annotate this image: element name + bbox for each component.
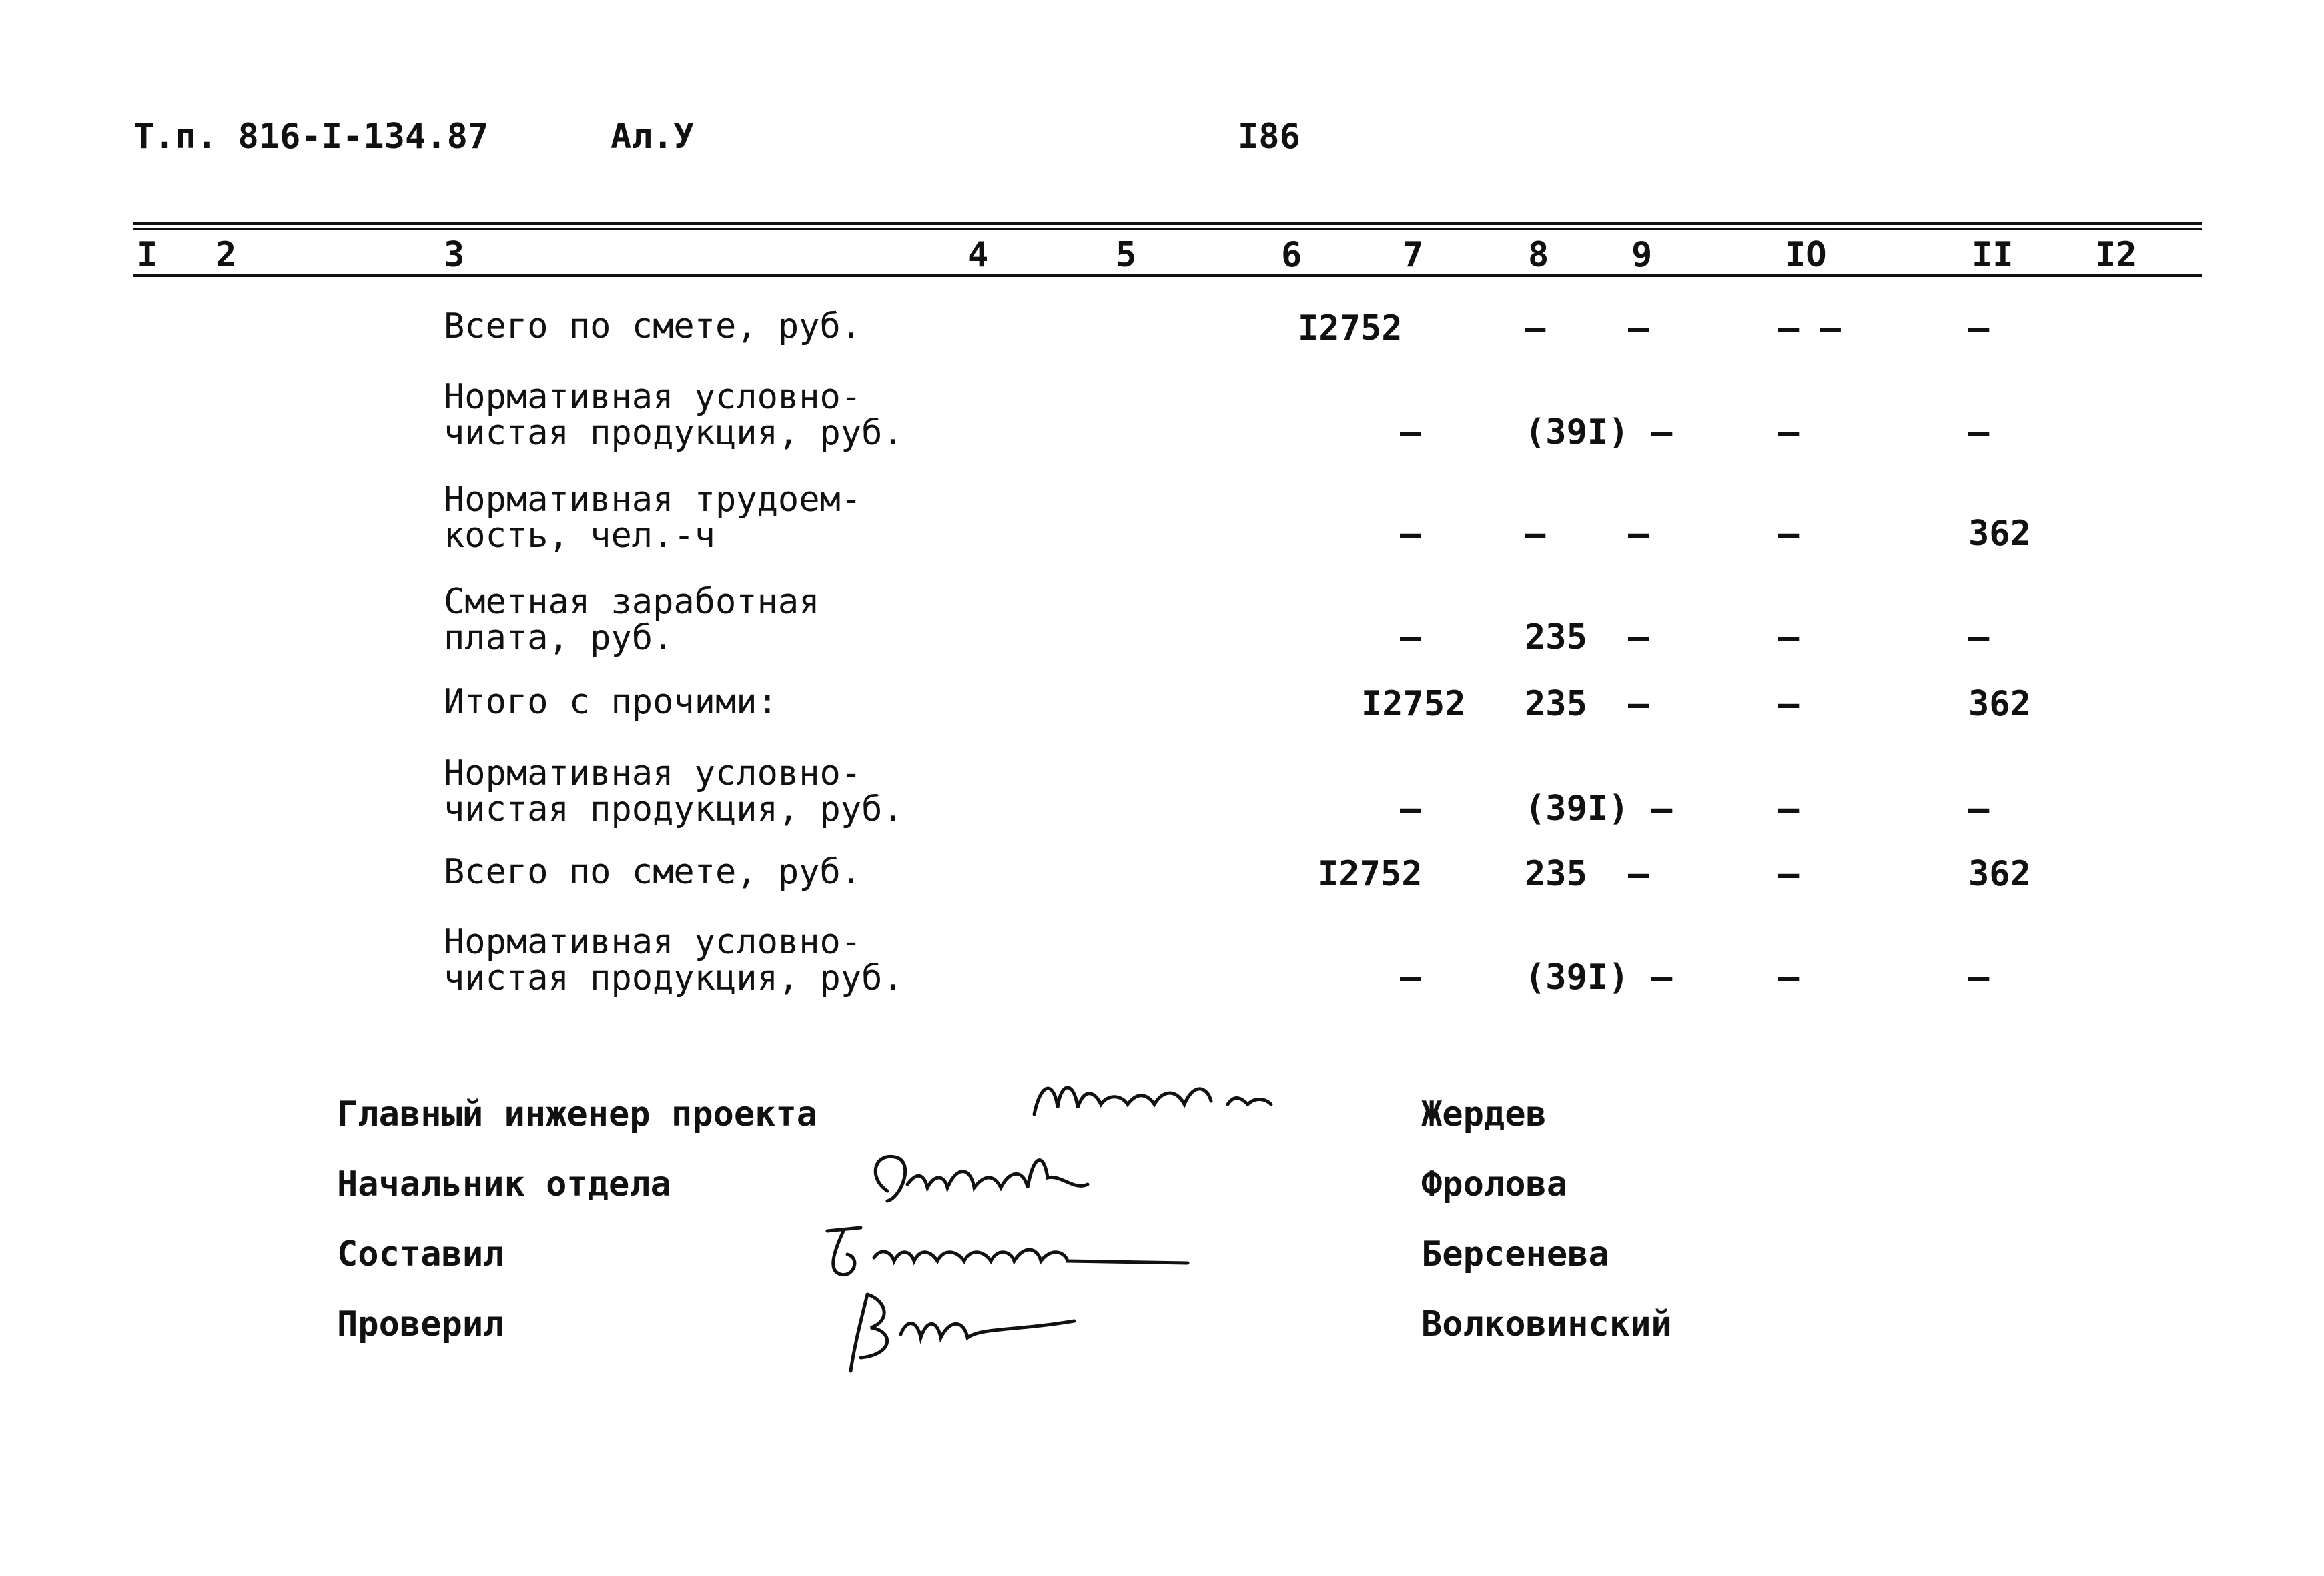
cell-col8: 235 (1525, 854, 1587, 894)
cell-col10: – (1778, 412, 1800, 452)
column-number-11: II (1972, 235, 2014, 275)
cell-col9: – (1651, 412, 1673, 452)
album-label: Ал.У (611, 117, 695, 157)
cell-col10: – (1778, 957, 1800, 998)
cell-col9: – (1628, 308, 1649, 348)
cell-col10: – – (1778, 308, 1841, 348)
column-number-5: 5 (1116, 235, 1137, 275)
cell-col8: (39I) (1525, 789, 1629, 829)
column-number-12: I2 (2095, 235, 2137, 275)
signature-role: Главный инженер проекта (337, 1094, 818, 1134)
cell-col7: I2752 (1318, 854, 1423, 894)
cell-col7: – (1400, 617, 1421, 657)
cell-col9: – (1628, 514, 1649, 554)
row-label: Всего по смете, руб. (444, 306, 862, 346)
cell-col8: (39I) (1525, 412, 1629, 452)
page-number: I86 (1238, 117, 1300, 157)
cell-col11: 362 (1968, 684, 2031, 724)
handwritten-signature (841, 1281, 1121, 1381)
cell-col10: – (1778, 514, 1800, 554)
cell-col9: – (1651, 789, 1673, 829)
column-number-2: 2 (216, 235, 237, 275)
cell-col8: 235 (1525, 617, 1587, 657)
column-number-8: 8 (1528, 235, 1549, 275)
cell-col11: – (1968, 789, 1990, 829)
cell-col8: 235 (1525, 684, 1587, 724)
cell-col10: – (1778, 789, 1800, 829)
column-number-9: 9 (1631, 235, 1653, 275)
column-number-10: IO (1785, 235, 1827, 275)
cell-col9: – (1628, 854, 1649, 894)
table-top-rule-secondary (133, 228, 2202, 230)
column-number-4: 4 (967, 235, 989, 275)
signature-name: Берсенева (1421, 1234, 1609, 1274)
signature-name: Жердев (1421, 1094, 1547, 1134)
cell-col7: I2752 (1298, 308, 1403, 348)
column-number-1: I (137, 235, 158, 275)
cell-col8: – (1525, 514, 1546, 554)
column-number-7: 7 (1403, 235, 1424, 275)
row-label: Нормативная условно- чистая продукция, руб. (444, 753, 903, 829)
cell-col11: – (1968, 617, 1990, 657)
column-number-6: 6 (1281, 235, 1302, 275)
cell-col11: – (1968, 412, 1990, 452)
cell-col11: – (1968, 308, 1990, 348)
handwritten-signature (861, 1138, 1141, 1218)
cell-col10: – (1778, 617, 1800, 657)
signature-role: Проверил (337, 1304, 504, 1344)
signature-name: Волковинский (1421, 1304, 1672, 1344)
cell-col7: – (1400, 412, 1421, 452)
signature-role: Составил (337, 1234, 504, 1274)
cell-col11: 362 (1968, 854, 2031, 894)
cell-col11: 362 (1968, 514, 2031, 554)
row-label: Сметная заработная плата, руб. (444, 582, 820, 658)
column-number-3: 3 (444, 235, 465, 275)
table-top-rule (133, 222, 2202, 225)
cell-col9: – (1628, 617, 1649, 657)
cell-col8: – (1525, 308, 1546, 348)
cell-col7: – (1400, 789, 1421, 829)
cell-col9: – (1628, 684, 1649, 724)
cell-col7: – (1400, 957, 1421, 998)
handwritten-signature (814, 1218, 1214, 1284)
cell-col10: – (1778, 854, 1800, 894)
signature-name: Фролова (1421, 1164, 1568, 1204)
row-label: Нормативная условно- чистая продукция, руб. (444, 922, 903, 998)
row-label: Итого с прочими: (444, 682, 778, 722)
cell-col8: (39I) (1525, 957, 1629, 998)
row-label: Нормативная условно- чистая продукция, руб. (444, 377, 903, 453)
row-label: Всего по смете, руб. (444, 852, 862, 892)
signature-role: Начальник отдела (337, 1164, 671, 1204)
cell-col10: – (1778, 684, 1800, 724)
cell-col11: – (1968, 957, 1990, 998)
cell-col7: I2752 (1361, 684, 1466, 724)
handwritten-signature (1028, 1068, 1294, 1141)
row-label: Нормативная трудоем- кость, чел.-ч (444, 480, 862, 556)
cell-col9: – (1651, 957, 1673, 998)
document-code: Т.п. 816-I-134.87 (133, 117, 489, 157)
cell-col7: – (1400, 514, 1421, 554)
